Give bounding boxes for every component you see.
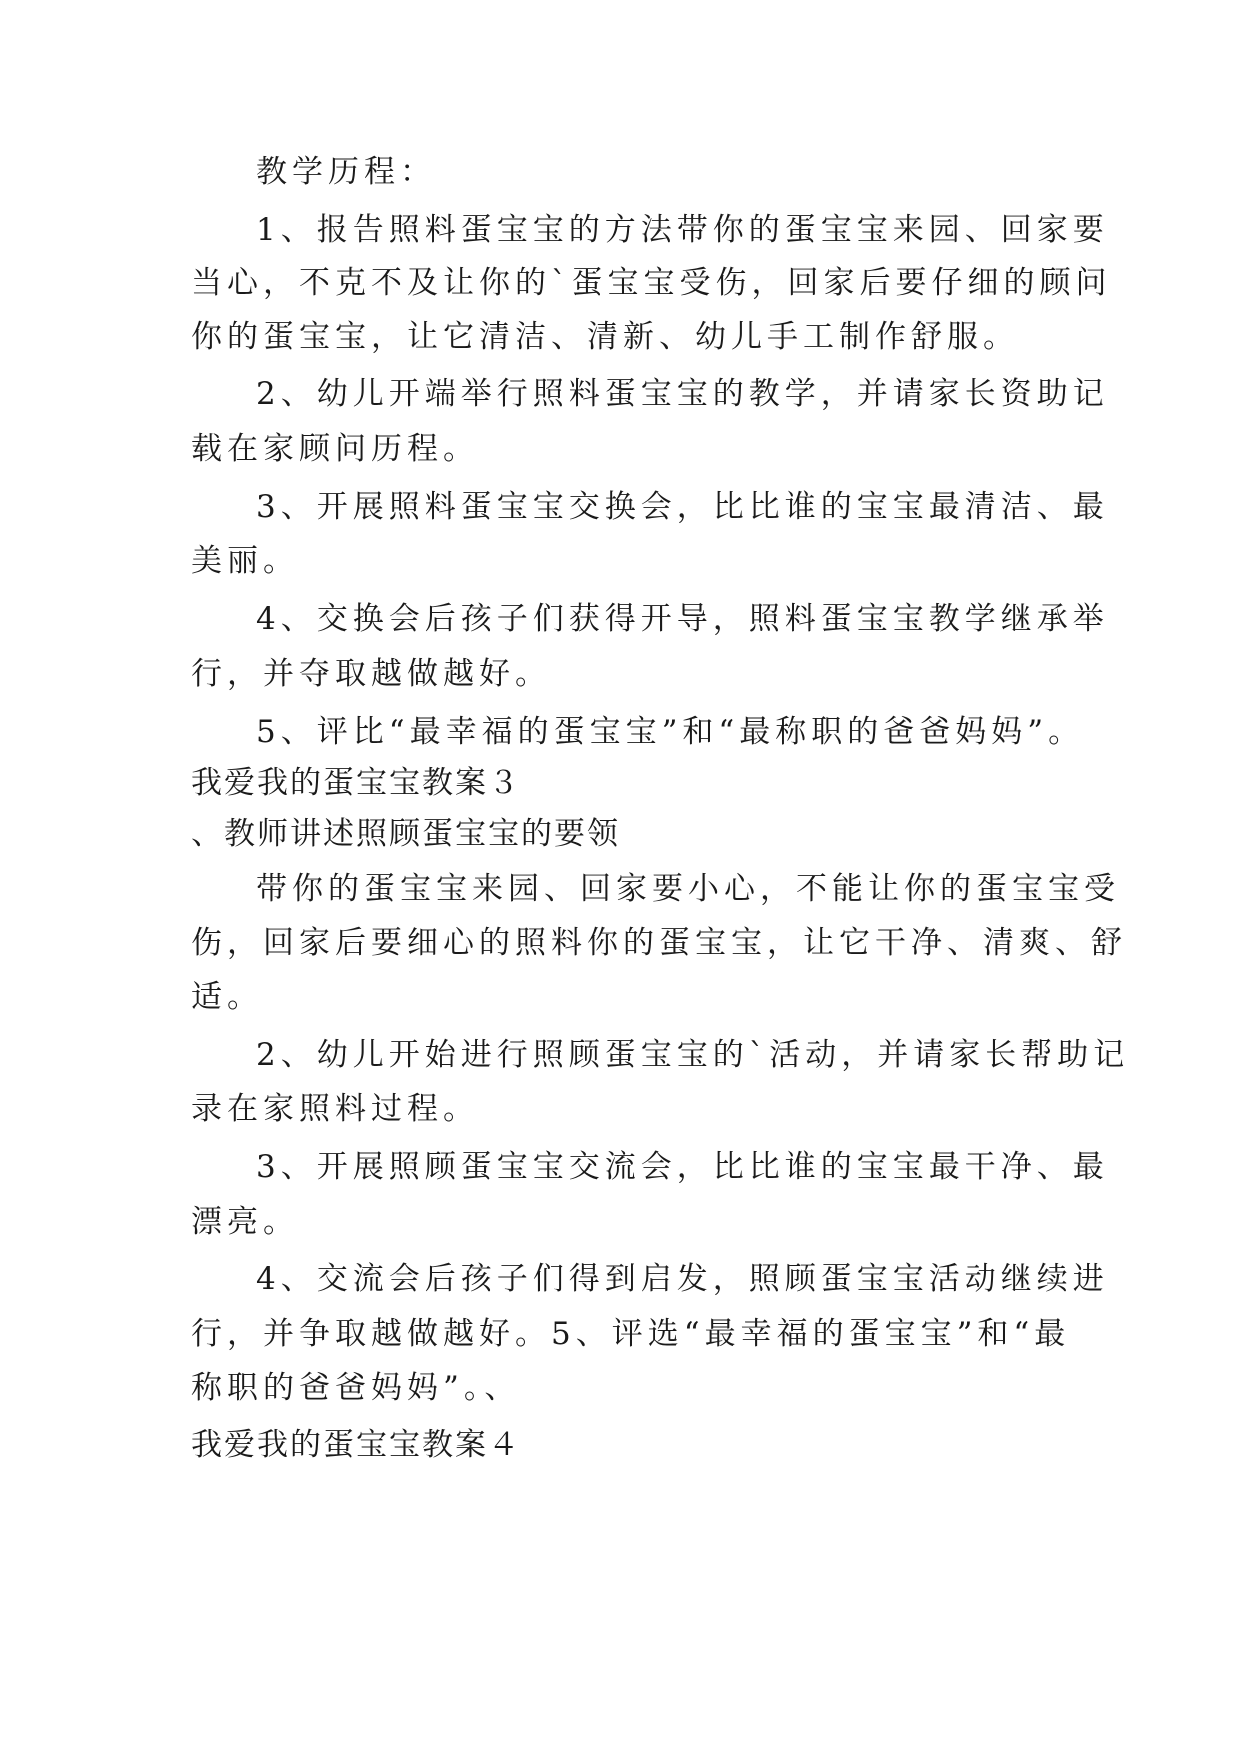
paragraph-line: 伤，回家后要细心的照料你的蛋宝宝，让它干净、清爽、舒 — [191, 925, 1127, 961]
paragraph-line: 2、幼儿开始进行照顾蛋宝宝的`活动，并请家长帮助记 — [256, 1037, 1130, 1073]
paragraph-line: 4、交换会后孩子们获得开导，照料蛋宝宝教学继承举 — [256, 601, 1109, 637]
section-heading: 、教师讲述照顾蛋宝宝的要领 — [191, 816, 620, 852]
paragraph-line: 漂亮。 — [191, 1204, 299, 1240]
paragraph-line: 行，并夺取越做越好。 — [191, 656, 551, 692]
lesson-plan-title: 我爱我的蛋宝宝教案４ — [191, 1427, 521, 1463]
paragraph-line: 5、评比“最幸福的蛋宝宝”和“最称职的爸爸妈妈”。 — [256, 714, 1085, 750]
paragraph-line: 称职的爸爸妈妈”。、 — [191, 1370, 521, 1406]
section-heading: 教学历程： — [256, 154, 436, 190]
paragraph-line: 当心，不克不及让你的`蛋宝宝受伤，回家后要仔细的顾问 — [191, 265, 1112, 301]
paragraph-line: 4、交流会后孩子们得到启发，照顾蛋宝宝活动继续进 — [256, 1261, 1109, 1297]
paragraph-line: 你的蛋宝宝，让它清洁、清新、幼儿手工制作舒服。 — [191, 319, 1019, 355]
paragraph-line: 3、开展照顾蛋宝宝交流会，比比谁的宝宝最干净、最 — [256, 1149, 1109, 1185]
paragraph-line: 1、报告照料蛋宝宝的方法带你的蛋宝宝来园、回家要 — [256, 212, 1109, 248]
paragraph-line: 带你的蛋宝宝来园、回家要小心，不能让你的蛋宝宝受 — [256, 871, 1120, 907]
paragraph-line: 2、幼儿开端举行照料蛋宝宝的教学，并请家长资助记 — [256, 376, 1109, 412]
paragraph-line: 3、开展照料蛋宝宝交换会，比比谁的宝宝最清洁、最 — [256, 489, 1109, 525]
lesson-plan-title: 我爱我的蛋宝宝教案３ — [191, 765, 521, 801]
paragraph-line: 美丽。 — [191, 543, 299, 579]
paragraph-line: 行，并争取越做越好。5、评选“最幸福的蛋宝宝”和“最 — [191, 1316, 1071, 1352]
paragraph-line: 载在家顾问历程。 — [191, 431, 479, 467]
paragraph-line: 录在家照料过程。 — [191, 1091, 479, 1127]
paragraph-line: 适。 — [191, 979, 263, 1015]
